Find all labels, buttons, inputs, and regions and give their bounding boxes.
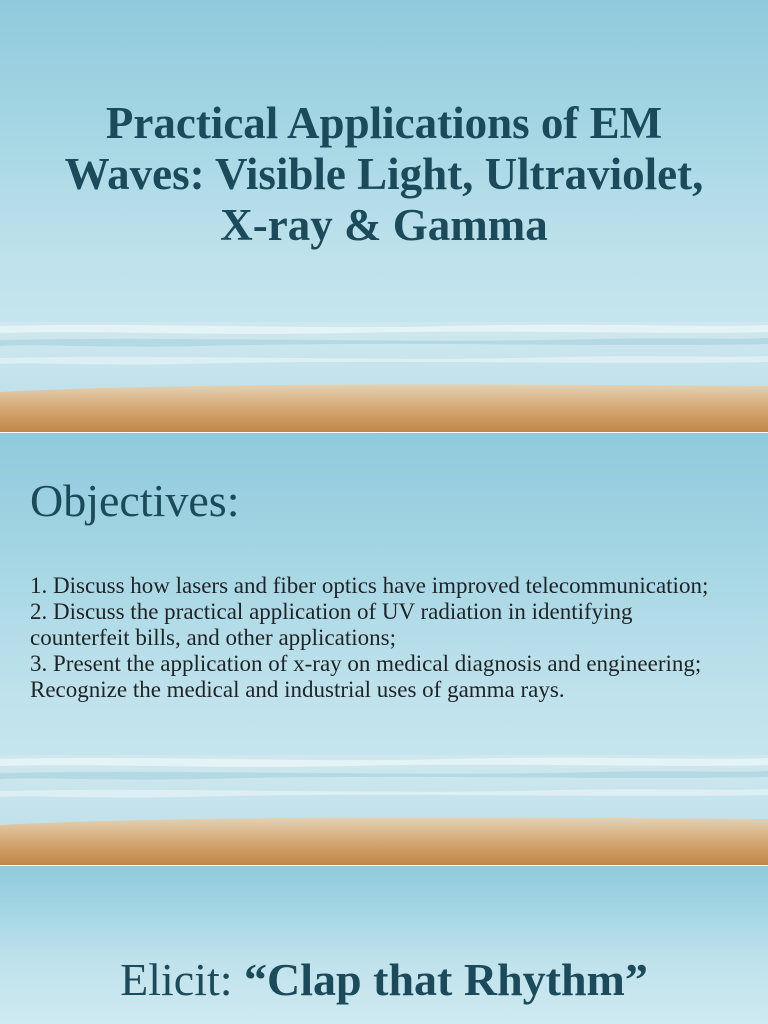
objective-item: 3. Present the application of x-ray on medical diagnosis and engineering; bbox=[30, 651, 702, 676]
objective-item: Recognize the medical and industrial uses of gamma rays. bbox=[30, 677, 565, 702]
title-slide bbox=[0, 0, 768, 432]
slide-title: Practical Applications of EM Waves: Visible Light, Ultraviolet, X-ray & Gamma bbox=[64, 98, 704, 250]
sea-and-sand-decoration bbox=[0, 322, 768, 432]
objectives-heading: Objectives: bbox=[30, 475, 240, 526]
elicit-slide bbox=[0, 866, 768, 1024]
elicit-heading bbox=[0, 952, 768, 1008]
objective-item: 1. Discuss how lasers and fiber optics have improved telecommunication; bbox=[30, 573, 709, 598]
objective-item: 2. Discuss the practical application of UV radiation in identifying counterfeit bills, and other applications; bbox=[30, 599, 633, 650]
objectives-slide bbox=[0, 433, 768, 865]
elicit-prefix: Elicit: bbox=[120, 954, 245, 1005]
sea-and-sand-decoration bbox=[0, 755, 768, 865]
elicit-activity-title: “Clap that Rhythm” bbox=[244, 954, 648, 1005]
objectives-list bbox=[30, 573, 730, 703]
